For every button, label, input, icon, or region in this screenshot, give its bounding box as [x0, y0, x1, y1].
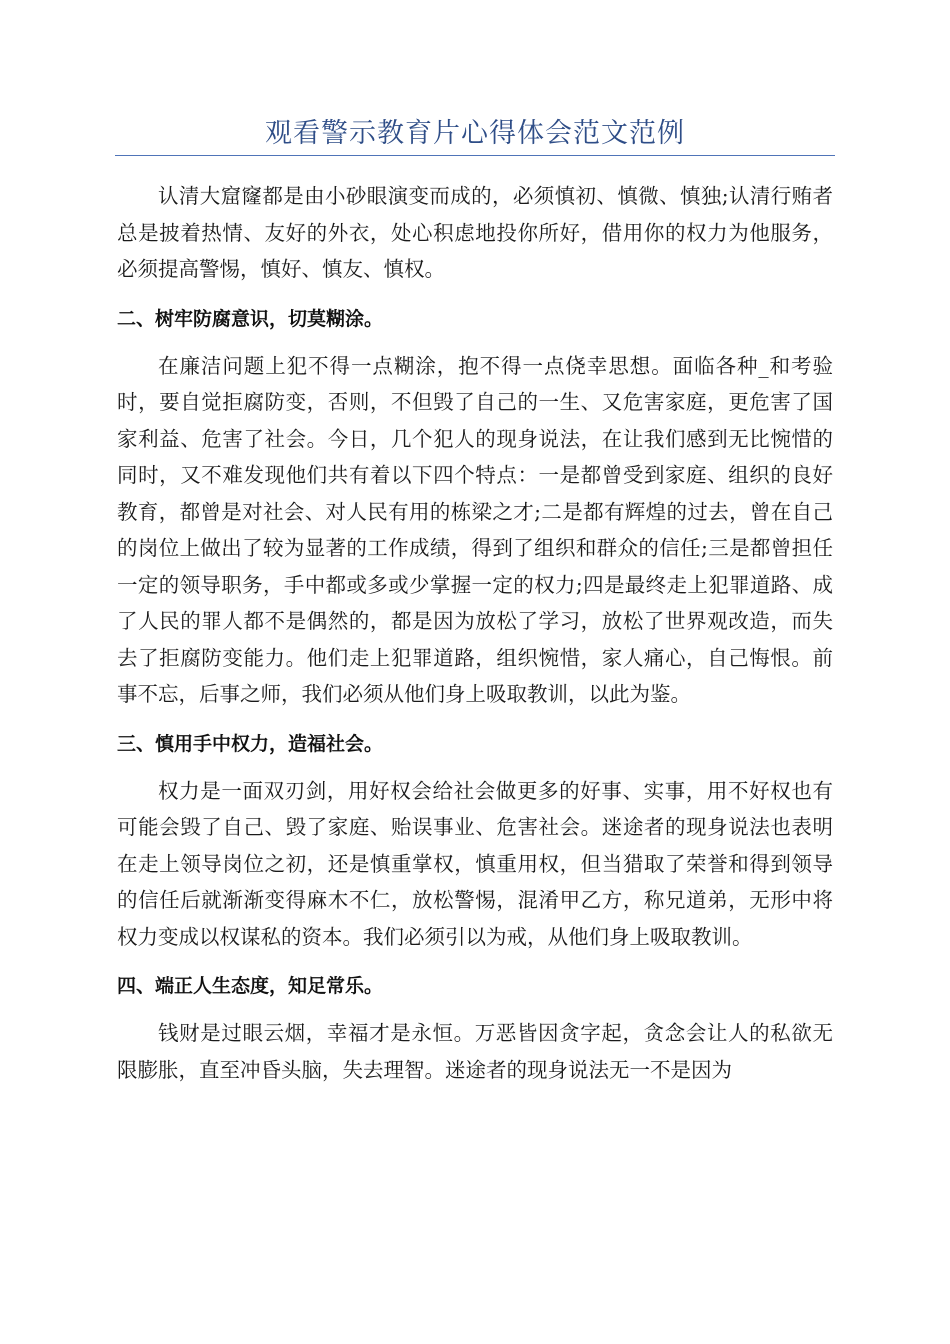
section-heading: 三、慎用手中权力，造福社会。 [117, 732, 384, 755]
body-paragraph: 权力是一面双刃剑，用好权会给社会做更多的好事、实事，用不好权也有可能会毁了自己、毁了家庭、贻误事业、危害社会。迷途者的现身说法也表明在走上领导岗位之初，还是慎重掌权，慎重用权，但当猎取了荣誉和得到领导的信任后就渐渐变得麻木不仁，放松警惕，混淆甲乙方，称兄道弟，无形中将权力变成以权谋私的资本。我们必须引以为戒，从他们身上吸取教训。 [117, 778, 833, 949]
section-heading: 四、端正人生态度，知足常乐。 [117, 975, 384, 997]
body-paragraph: 钱财是过眼云烟，幸福才是永恒。万恶皆因贪字起，贪念会让人的私欲无限膨胀，直至冲昏头脑，失去理智。迷途者的现身说法无一不是因为 [117, 1021, 833, 1082]
document-title: 观看警示教育片心得体会范文范例 [265, 118, 685, 149]
section-heading: 二、树牢防腐意识，切莫糊涂。 [117, 307, 384, 330]
document-body [117, 178, 833, 1088]
body-paragraph: 在廉洁问题上犯不得一点糊涂，抱不得一点侥幸思想。面临各种_和考验时，要自觉拒腐防变，否则，不但毁了自己的一生、又危害家庭，更危害了国家利益、危害了社会。今日，几个犯人的现身说法，在让我们感到无比惋惜的同时，又不难发现他们共有着以下四个特点：一是都曾受到家庭、组织的良好教育，都曾是对社会、对人民有用的栋梁之才;二是都有辉煌的过去，曾在自己的岗位上做出了较为显著的工作成绩，得到了组织和群众的信任;三是都曾担任一定的领导职务，手中都或多或少掌握一定的权力;四是最终走上犯罪道路、成了人民的罪人都不是偶然的，都是因为放松了学习，放松了世界观改造，而失去了拒腐防变能力。他们走上犯罪道路，组织惋惜，家人痛心，自己悔恨。前事不忘，后事之师，我们必须从他们身上吸取教训，以此为鉴。 [117, 353, 833, 706]
title-underline [115, 155, 835, 156]
body-paragraph: 认清大窟窿都是由小砂眼演变而成的，必须慎初、慎微、慎独;认清行贿者总是披着热情、友好的外衣，处心积虑地投你所好，借用你的权力为他服务，必须提高警惕，慎好、慎友、慎权。 [117, 184, 833, 281]
